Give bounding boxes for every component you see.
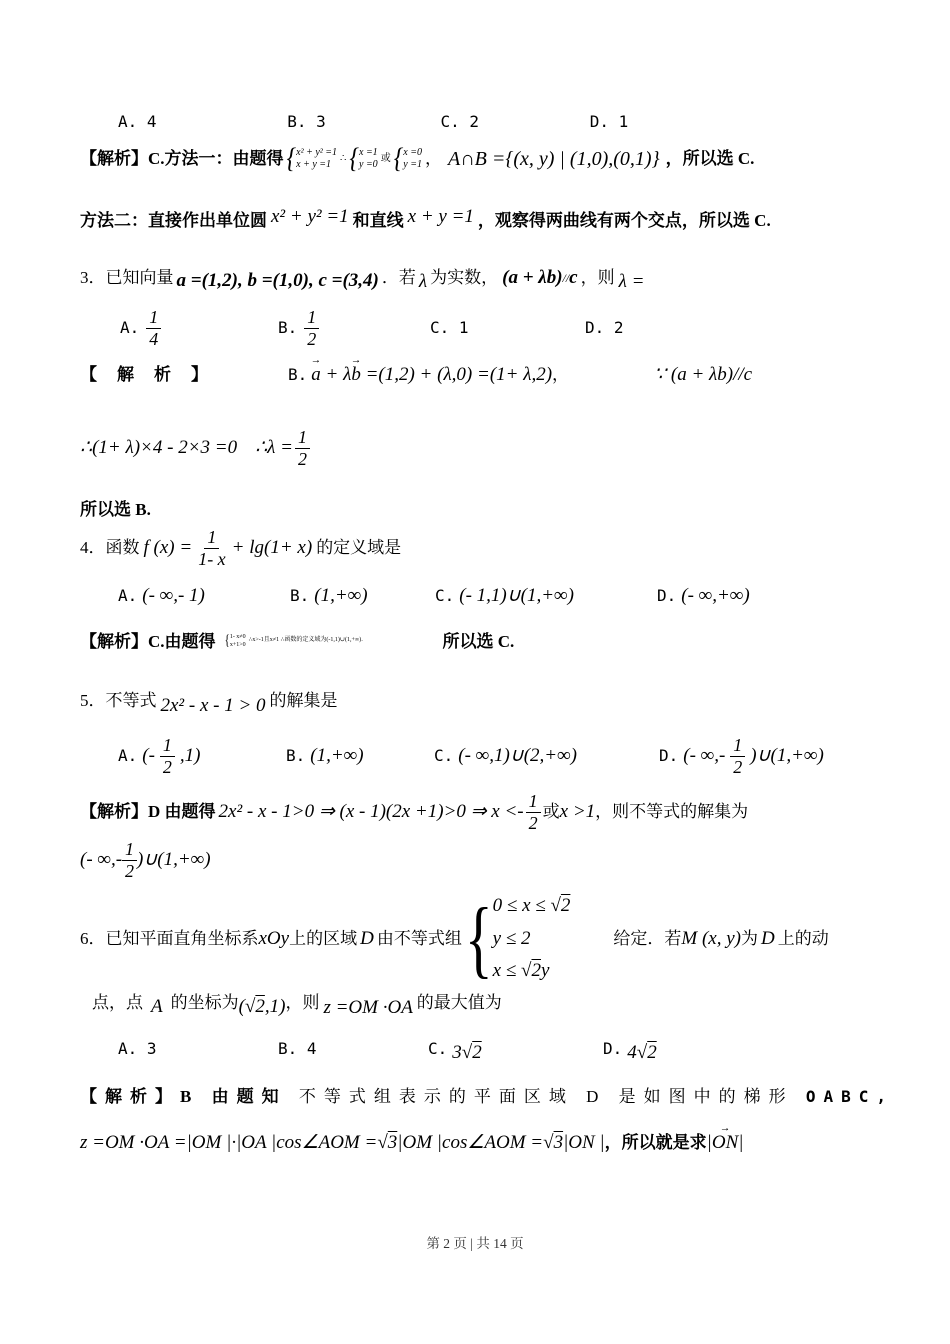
q5-stem-p2: 的解集是 xyxy=(269,691,338,711)
q6-options-row xyxy=(80,1036,895,1063)
q4-option-d-value: (- ∞,+∞) xyxy=(681,585,750,606)
q4-sol-prefix: 【解析】C.由题得 xyxy=(80,632,216,651)
q2-options-row xyxy=(80,110,895,134)
q6-option-d-value: 4√2 xyxy=(627,1042,657,1063)
brace: { xyxy=(286,143,297,175)
q6-l2-p2: 的坐标为 xyxy=(170,993,239,1013)
eq-line: y ≤ 2 xyxy=(492,927,531,949)
q2-sol1-prefix: 【解析】C.方法一：由题得 xyxy=(80,149,284,169)
q2-sol2-prefix: 方法二：直接作出单位圆 xyxy=(80,211,267,231)
q4-option-b-label: B. xyxy=(290,586,310,606)
interval-post: )∪(1,+∞) xyxy=(137,849,211,871)
q4-option-a-label: A. xyxy=(118,586,138,606)
q6-region-d: D xyxy=(360,927,374,949)
q6-sol-tail: OABC, xyxy=(805,1087,895,1106)
page-footer xyxy=(0,1232,950,1252)
q2-solution-method1 xyxy=(80,145,895,173)
q2-set-expression: A∩B ={(x, y) | (1,0),(0,1)} xyxy=(447,148,660,170)
eq-line: x =0 xyxy=(403,146,422,158)
q3-conclusion: 所以选 B. xyxy=(80,500,151,519)
q6-stem-p3: 由不等式组 xyxy=(376,928,462,948)
q6-l2-p4: 的最大值为 xyxy=(416,993,502,1013)
fraction: $\frac{1}{2}$ xyxy=(122,840,137,881)
q3-lambda-result: ∴λ = xyxy=(255,437,293,459)
q6-l2-p1: 点，点 xyxy=(92,993,143,1013)
q6-eq-chinese: ，所以就是求 xyxy=(604,1133,707,1153)
q4-sol-suffix: 所以选 C. xyxy=(442,632,515,651)
q5-option-a-label: A. xyxy=(118,746,138,766)
q6-z-expr: z =OM ·OA xyxy=(323,997,413,1018)
q5-sol-suffix: ，则不等式的解集为 xyxy=(595,802,749,822)
q4-stem-p3: 的定义域是 xyxy=(316,538,402,558)
q4-solution xyxy=(80,630,895,654)
q6-l2-p3: ，则 xyxy=(285,993,320,1013)
fraction: $\frac{1}{2}$ xyxy=(730,736,745,777)
q5-option-c-value: (- ∞,1)∪(2,+∞) xyxy=(458,745,577,767)
q6-coord: (√2,1) xyxy=(238,996,286,1017)
q6-point-m: M (x, y) xyxy=(681,927,742,949)
sqrt-3: √3 xyxy=(543,1132,564,1153)
q4-stem xyxy=(80,528,895,569)
q3-expr: (a + λb) xyxy=(502,267,563,288)
brace: { xyxy=(349,143,359,175)
q5-solution-line2 xyxy=(80,840,895,881)
q4-stem-p1: 4．函数 xyxy=(80,538,140,558)
comma: ， xyxy=(424,149,442,169)
q5-option-d-label: D. xyxy=(659,746,679,766)
line-equation: x + y =1 xyxy=(407,206,474,227)
q5-option-b-label: B. xyxy=(286,746,306,766)
q5-option-d-value: (- ∞,- xyxy=(683,745,726,767)
page-number: 第 2 页 | 共 14 页 xyxy=(426,1236,524,1251)
fraction: $\frac{1}{2}$ xyxy=(304,308,319,349)
comma: ， xyxy=(552,365,570,385)
q4-option-c-value: (- 1,1)∪(1,+∞) xyxy=(459,585,574,606)
q6-eq-part3: |ON | xyxy=(563,1132,605,1153)
q2-system-2 xyxy=(349,143,378,175)
q6-stem-p6: 上的动 xyxy=(777,928,829,948)
q6-xoy: xOy xyxy=(258,927,290,949)
q3-stem-tail: λ = xyxy=(618,271,645,292)
q3-stem-p1: 3．已知向量 xyxy=(80,268,174,288)
q2-system-1 xyxy=(286,143,338,175)
q5-x-gt-1: x >1 xyxy=(559,801,596,823)
therefore-symbol: ∴ xyxy=(340,152,347,164)
q3-option-d: D. 2 xyxy=(585,318,624,338)
q5-derivation: 2x² - x - 1>0 ⇒ (x - 1)(2x +1)>0 ⇒ x <- xyxy=(218,801,524,823)
q2-option-d: D. 1 xyxy=(589,112,629,131)
q6-region-d2: D xyxy=(761,927,775,949)
q2-system-3 xyxy=(393,143,422,175)
q6-option-b: B. 4 xyxy=(278,1039,317,1059)
eq-line: x² + y² =1 xyxy=(296,146,338,158)
q3-solution-line2 xyxy=(80,428,895,469)
brace: { xyxy=(393,143,404,175)
q3-vector-expansion: a → + λb → =(1,2) + (λ,0) =(1+ λ,2) xyxy=(311,362,552,389)
q5-option-b-value: (1,+∞) xyxy=(310,745,364,767)
q4-option-d-label: D. xyxy=(657,586,677,606)
analysis-bracket: 【解析】 xyxy=(80,365,228,385)
q6-eq-part2: |OM |cos∠AOM = xyxy=(397,1132,544,1153)
fraction: $\frac{1}{2}$ xyxy=(526,792,541,833)
q6-sol-body: 不等式组表示的平面区域 D 是如图中的梯形 xyxy=(298,1087,794,1106)
q3-stem-p2: ．若 xyxy=(381,268,416,288)
q5-option-a-value: (- xyxy=(142,745,155,767)
fraction: $\frac{1}{4}$ xyxy=(146,308,161,349)
q2-sol2-suffix: ，观察得两曲线有两个交点，所以选 C. xyxy=(477,211,771,231)
q3-solution-line1 xyxy=(80,362,895,389)
q4-option-c-label: C. xyxy=(435,586,455,606)
q6-option-c-value: 3√2 xyxy=(452,1042,482,1063)
q5-option-c-label: C. xyxy=(434,746,454,766)
q6-option-a: A. 3 xyxy=(118,1039,157,1059)
eq-line: x =1 xyxy=(359,146,378,158)
q3-stem-p3: 为实数， xyxy=(430,268,499,288)
q5-options-row: A. (- $\frac{1}{2}$ ,1) B. (1,+∞) C. (- ∞,1)∪(2,+∞) D. (- ∞,- $\frac{1}{2}$ )∪(1,+∞) xyxy=(118,735,824,777)
q2-option-a: A. 4 xyxy=(118,112,157,131)
q6-on-vector: |ON →| xyxy=(707,1130,744,1157)
eq-line: x ≤ √2y xyxy=(492,960,550,982)
brace: { xyxy=(464,889,493,987)
q6-equation-line xyxy=(80,1130,895,1157)
eq-line: x+1>0 xyxy=(229,641,246,648)
q6-stem-line2 xyxy=(80,990,895,1017)
eq-line: 1- x≠0 xyxy=(229,634,246,641)
q4-lg-term: + lg(1+ x) xyxy=(231,537,313,559)
q5-solution-line1 xyxy=(80,792,895,833)
q5-sol-prefix: 【解析】D 由题得 xyxy=(80,802,216,822)
q2-sol1-suffix: ，所以选 C. xyxy=(665,149,755,169)
q3-answer: B. xyxy=(288,365,308,385)
interval-pre: (- ∞,- xyxy=(80,849,123,871)
q6-option-c-label: C. xyxy=(428,1039,448,1059)
parallel-symbol: // xyxy=(562,270,570,285)
q6-stem-p4: 给定．若 xyxy=(613,928,682,948)
eq-line: y =1 xyxy=(403,159,422,170)
q6-option-d-label: D. xyxy=(603,1039,623,1059)
q6-stem-p1: 6．已知平面直角坐标系 xyxy=(80,928,259,948)
q3-stem xyxy=(80,265,895,292)
lambda-symbol: λ xyxy=(418,271,428,292)
tiny-text: ∴x>-1且x≠1 ∴函数的定义域为(-1,1)∪(1,+∞)． xyxy=(248,637,368,644)
q6-solution-line1 xyxy=(80,1085,895,1109)
eq-line: 0 ≤ x ≤ √2 xyxy=(492,895,571,916)
or-text: 或 xyxy=(542,802,560,822)
q4-options-row xyxy=(80,583,895,610)
fraction: $\frac{1}{2}$ xyxy=(295,428,310,469)
q6-stem-p5: 为 xyxy=(741,928,759,948)
q2-option-c: C. 2 xyxy=(440,112,480,131)
q3-because: ∵ (a + λb)//c xyxy=(654,364,753,385)
q3-vectors: a =(1,2), b =(1,0), c =(3,4) xyxy=(176,270,379,291)
sqrt-3: √3 xyxy=(377,1132,398,1153)
fraction: $\frac{1}{2}$ xyxy=(160,736,175,777)
q3-stem-p4: ，则 xyxy=(580,268,615,288)
q3-option-c: C. 1 xyxy=(430,318,469,338)
eq-line: x + y =1 xyxy=(296,159,332,170)
q6-point-a: A xyxy=(151,996,163,1017)
q3-option-a-label: A. xyxy=(120,318,140,338)
q3-calc: ∴(1+ λ)×4 - 2×3 =0 xyxy=(80,437,238,459)
or-text: 或 xyxy=(380,152,391,164)
q5-stem-p1: 5．不等式 xyxy=(80,691,157,711)
q6-inequality-system xyxy=(464,889,571,987)
q4-option-a-value: (- ∞,- 1) xyxy=(142,585,205,606)
q6-stem-line1 xyxy=(80,889,895,987)
q2-sol2-mid: 和直线 xyxy=(352,211,404,231)
q3-option-b-label: B. xyxy=(278,318,298,338)
q5-inequality: 2x² - x - 1 > 0 xyxy=(160,695,266,716)
q6-sol-prefix: 【解析】B 由题知 xyxy=(80,1087,287,1106)
q3-c-vector: c xyxy=(569,267,578,288)
q4-fx: f (x) = xyxy=(143,537,193,559)
q3-options-row xyxy=(80,308,895,349)
q5-stem xyxy=(80,688,895,715)
circle-equation: x² + y² =1 xyxy=(271,206,349,227)
fraction: $\frac{1}{1- x}$ xyxy=(198,527,226,569)
q4-tiny-derivation xyxy=(222,634,437,650)
q2-solution-method2 xyxy=(80,208,895,235)
eq-line: y =0 xyxy=(359,159,378,170)
q2-option-b: B. 3 xyxy=(287,112,326,131)
q6-stem-p2: 上的区域 xyxy=(289,928,358,948)
brace: { xyxy=(224,633,230,650)
q6-eq-part1: z =OM ·OA =|OM |·|OA |cos∠AOM = xyxy=(80,1132,378,1153)
q4-option-b-value: (1,+∞) xyxy=(314,585,368,606)
